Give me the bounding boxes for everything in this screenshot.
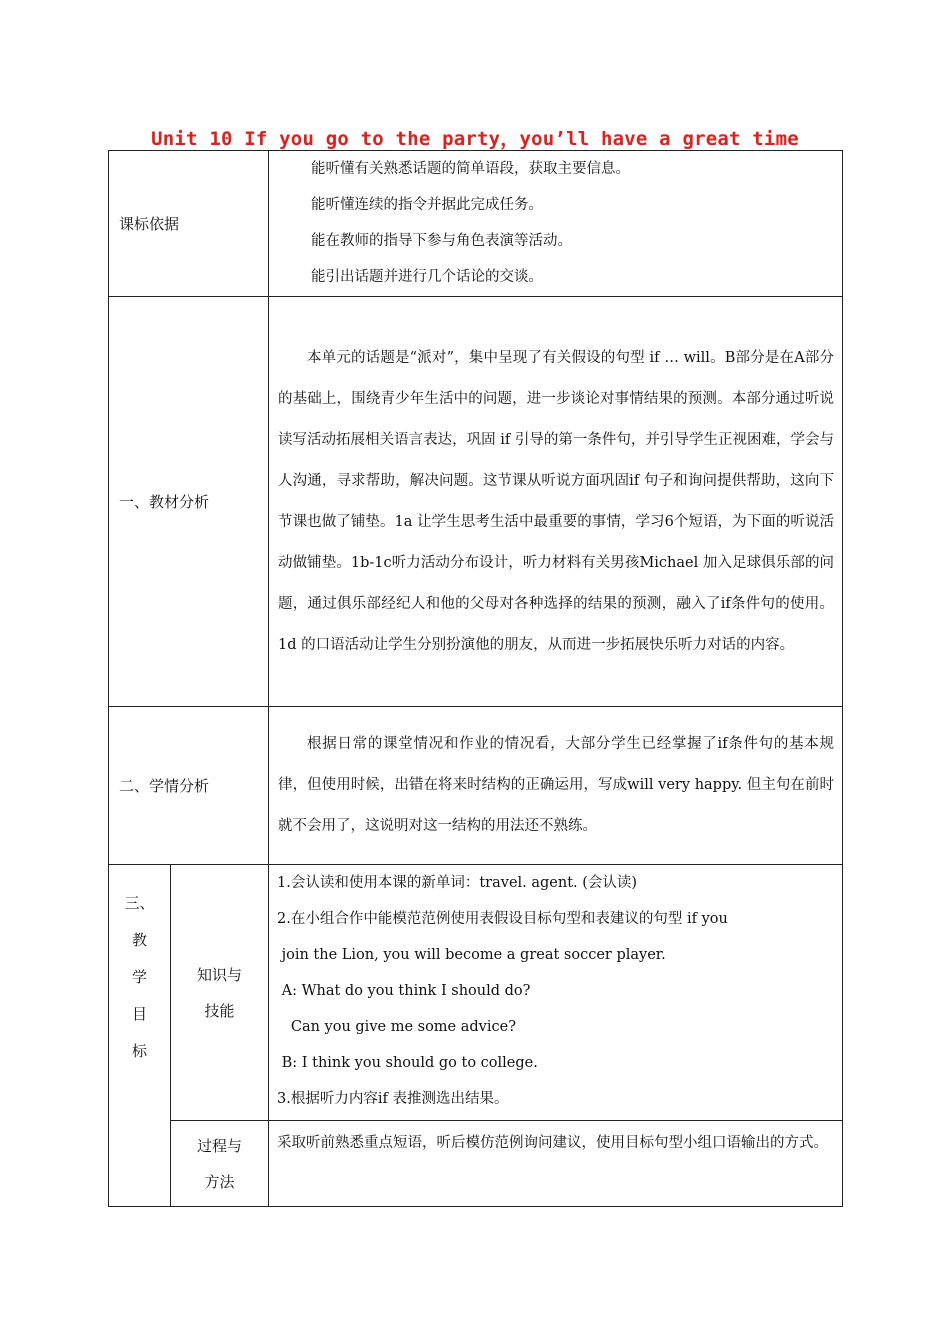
knowledge-line: join the Lion, you will become a great soccer player. (277, 947, 666, 963)
process-label-line: 方法 (204, 1172, 235, 1191)
knowledge-line: 2.在小组合作中能模范范例使用表假设目标句型和表建议的句型 if you (277, 911, 728, 927)
process-paragraph: 采取听前熟悉重点短语，听后模仿范例询问建议，使用目标句型小组口语输出的方式。 (277, 1135, 829, 1151)
knowledge-line: A: What do you think I should do? (277, 983, 531, 999)
row-material (109, 297, 843, 707)
learners-content (269, 707, 843, 865)
standards-line: 能在教师的指导下参与角色表演等活动。 (311, 233, 573, 249)
document-title: Unit 10 If you go to the party，you’ll have a great time (151, 128, 799, 150)
row-goals-process (109, 1121, 843, 1207)
goals-label-char: 目 (131, 1005, 147, 1023)
label-standards: 课标依据 (109, 151, 269, 297)
row-learners (109, 707, 843, 865)
label-knowledge (171, 865, 269, 1121)
knowledge-line: 3.根据听力内容if 表推测选出结果。 (277, 1091, 509, 1107)
goals-label-char: 标 (131, 1042, 147, 1060)
knowledge-line: 1.会认读和使用本课的新单词：travel. agent. (会认读) (277, 875, 638, 891)
standards-line: 能引出话题并进行几个话论的交谈。 (311, 269, 544, 285)
process-label-line: 过程与 (197, 1136, 243, 1155)
knowledge-line: Can you give me some advice? (277, 1019, 516, 1035)
row-standards (109, 151, 843, 297)
material-paragraph: 本单元的话题是“派对”，集中呈现了有关假设的句型 if … will。B部分是在A部分的基础上，围绕青少年生活中的问题，进一步谈论对事情结果的预测。本部分通过听说读写活动拓展相关语言表达，巩固 if 引导的第一条件句，并引导学生正视困难，学会与人沟通，寻求帮助，解决问题。这节课从听说方面巩固if 句子和询问提供帮助，这向下节课也做了铺垫。1a 让学生思考生活中最重要的事情，学习6个短语，为下面的听说活动做铺垫。1b-1c听力活动分布设计，听力材料有关男孩Michael 加入足球俱乐部的问题，通过俱乐部经纪人和他的父母对各种选择的结果的预测，融入了if条件句的使用。1d 的口语活动让学生分别扮演他的朋友，从而进一步拓展快乐听力对话的内容。 (278, 349, 835, 653)
lesson-plan-table (108, 150, 843, 1207)
label-material: 一、教材分析 (109, 297, 269, 707)
goals-label-char: 三、 (124, 894, 155, 912)
process-content (269, 1121, 843, 1207)
label-learners: 二、学情分析 (109, 707, 269, 865)
label-goals (109, 865, 171, 1207)
knowledge-line: B: I think you should go to college. (277, 1055, 538, 1071)
knowledge-label-line: 知识与 (197, 965, 243, 984)
learners-paragraph: 根据日常的课堂情况和作业的情况看，大部分学生已经掌握了if条件句的基本规律，但使用时候，出错在将来时结构的正确运用，写成will very happy. 但主句在前时就不会用了，这说明对这一结构的用法还不熟练。 (278, 736, 835, 834)
knowledge-content (269, 865, 843, 1121)
goals-label-char: 教 (131, 931, 147, 949)
label-process (171, 1121, 269, 1207)
goals-label-char: 学 (131, 968, 147, 986)
knowledge-label-line: 技能 (204, 1001, 235, 1020)
standards-content (269, 151, 843, 297)
row-goals-knowledge (109, 865, 843, 1121)
standards-line: 能听懂连续的指令并据此完成任务。 (311, 197, 544, 213)
material-content (269, 297, 843, 707)
standards-line: 能听懂有关熟悉话题的简单语段，获取主要信息。 (311, 161, 631, 177)
